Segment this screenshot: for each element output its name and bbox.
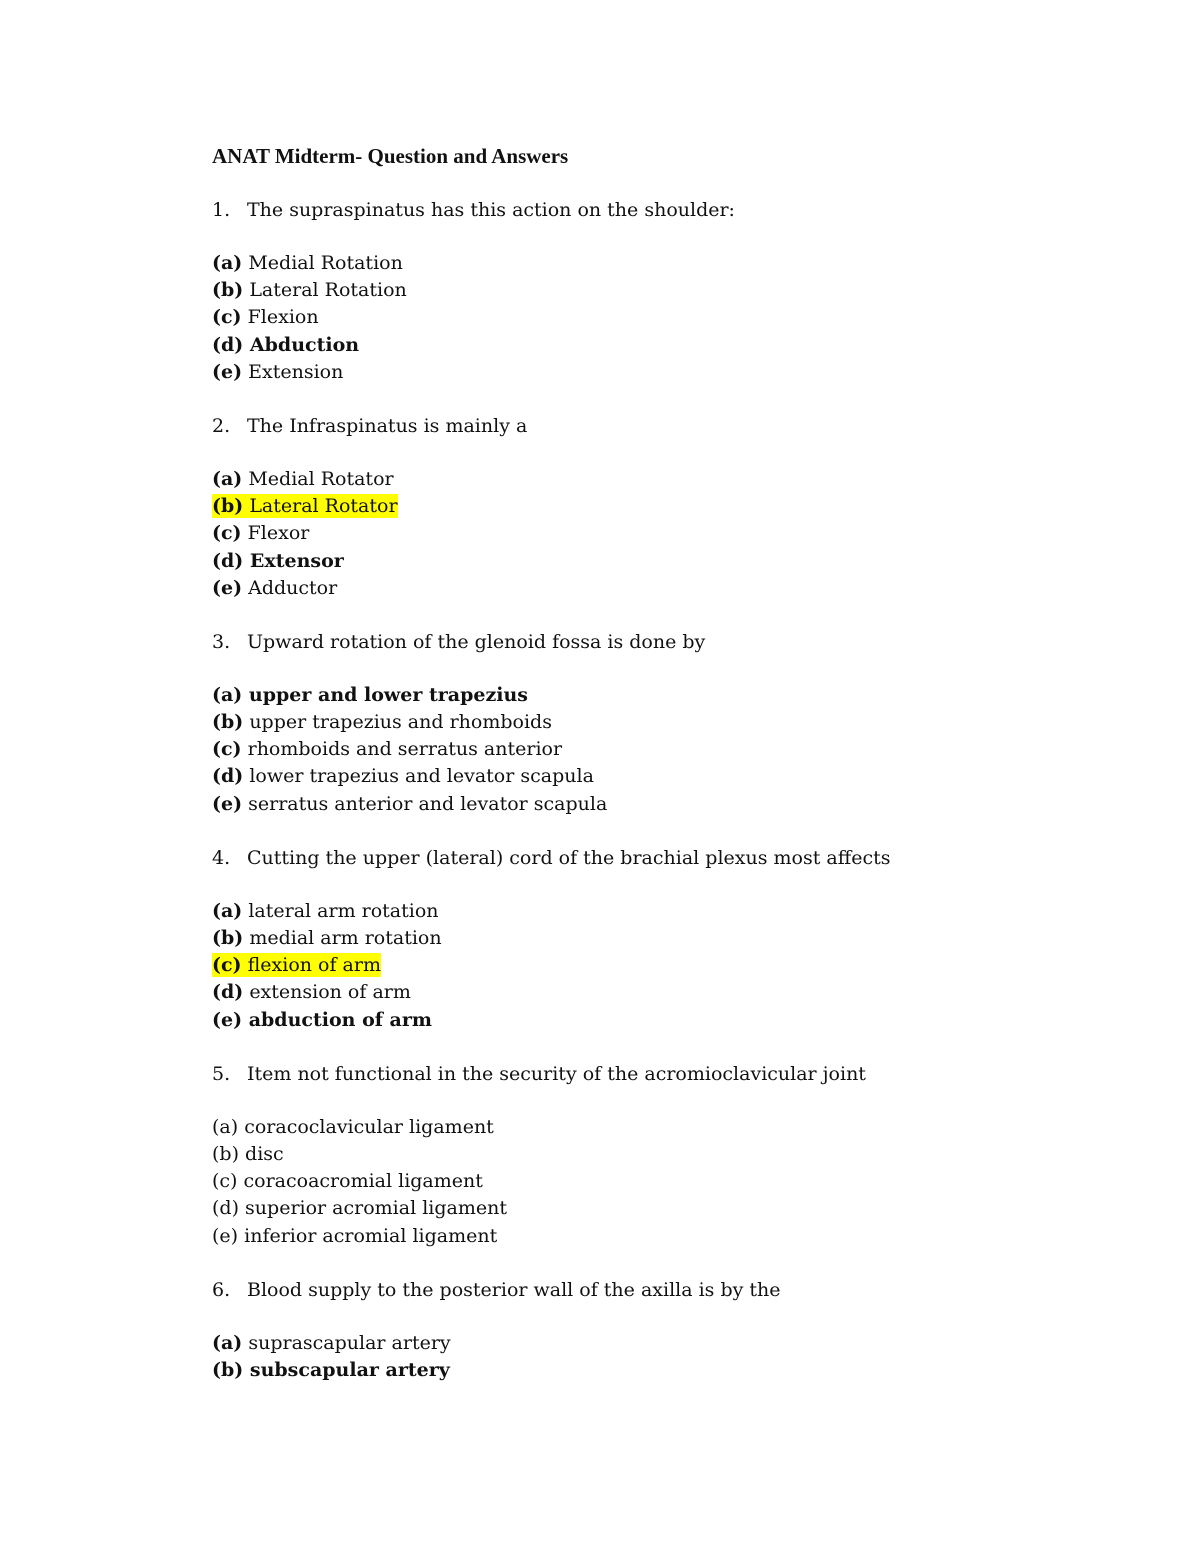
- question-text: The Infraspinatus is mainly a: [247, 414, 528, 437]
- option-letter: (a): [212, 1115, 239, 1138]
- option-e: [212, 575, 1032, 602]
- option-text: serratus anterior and levator scapula: [248, 792, 608, 815]
- option-list: [212, 250, 1032, 386]
- option-text: Medial Rotator: [248, 467, 394, 490]
- option-text: rhomboids and serratus anterior: [247, 738, 563, 761]
- question-4: [212, 844, 1032, 1034]
- option-letter: (b): [212, 1142, 239, 1165]
- document-title: ANAT Midterm- Question and Answers: [212, 144, 569, 168]
- option-c: [212, 736, 1032, 763]
- option-b-answer: [212, 1357, 1032, 1384]
- question-number: 5.: [212, 1062, 231, 1085]
- option-text: superior acromial ligament: [245, 1197, 507, 1220]
- option-letter: (a): [212, 467, 243, 490]
- option-c: [212, 1168, 1032, 1195]
- question-stem: [212, 628, 1032, 656]
- question-text: The supraspinatus has this action on the shoulder:: [247, 199, 735, 221]
- question-2: [212, 412, 1032, 602]
- option-a-answer: [212, 682, 1032, 709]
- option-b: [212, 1141, 1032, 1168]
- option-b-highlighted: [212, 493, 1032, 520]
- option-letter: (d): [212, 765, 244, 788]
- option-text: inferior acromial ligament: [244, 1224, 498, 1247]
- option-c: [212, 520, 1032, 547]
- option-letter: (a): [212, 899, 243, 922]
- option-text: Lateral Rotator: [249, 495, 398, 518]
- question-number: 2.: [212, 414, 231, 437]
- option-d: [212, 1195, 1032, 1222]
- question-3: [212, 628, 1032, 818]
- option-letter: (e): [212, 1008, 243, 1031]
- option-e: [212, 359, 1032, 386]
- option-letter: (c): [212, 522, 242, 545]
- option-letter: (b): [212, 495, 244, 518]
- option-list: [212, 682, 1032, 818]
- option-letter: (a): [212, 683, 243, 706]
- question-text: Item not functional in the security of the acromioclavicular joint: [247, 1062, 866, 1085]
- option-a: [212, 250, 1032, 277]
- option-text: subscapular artery: [249, 1358, 450, 1381]
- option-text: Medial Rotation: [248, 252, 403, 274]
- option-letter: (c): [212, 738, 242, 761]
- option-letter: (e): [212, 576, 243, 599]
- option-d-answer: [212, 332, 1032, 359]
- option-text: Abduction: [249, 333, 360, 356]
- option-b: [212, 925, 1032, 952]
- option-d: [212, 979, 1032, 1006]
- question-stem: [212, 1276, 1032, 1304]
- question-text: Upward rotation of the glenoid fossa is done by: [247, 630, 706, 653]
- option-letter: (d): [212, 549, 244, 572]
- document-content: [212, 142, 1032, 1410]
- option-a: [212, 466, 1032, 493]
- option-text: Extensor: [249, 549, 344, 572]
- option-letter: (c): [212, 1170, 238, 1193]
- option-text: lateral arm rotation: [248, 899, 439, 922]
- option-letter: (e): [212, 1224, 239, 1247]
- option-text: extension of arm: [249, 981, 411, 1004]
- option-letter: (b): [212, 711, 244, 734]
- option-text: Adductor: [248, 576, 338, 599]
- option-e-bold: [212, 1007, 1032, 1034]
- option-text: upper and lower trapezius: [248, 683, 528, 706]
- option-e: [212, 791, 1032, 818]
- option-d-bold: [212, 548, 1032, 575]
- question-6: [212, 1276, 1032, 1384]
- option-letter: (d): [212, 981, 244, 1004]
- option-text: Flexion: [247, 306, 319, 329]
- option-text: lower trapezius and levator scapula: [249, 765, 594, 788]
- question-text: Blood supply to the posterior wall of the axilla is by the: [247, 1278, 781, 1301]
- question-number: 1.: [212, 199, 231, 221]
- option-b: [212, 277, 1032, 304]
- option-c-highlighted: [212, 952, 1032, 979]
- question-stem: [212, 196, 1032, 224]
- option-letter: (e): [212, 792, 243, 815]
- question-stem: [212, 412, 1032, 440]
- option-letter: (b): [212, 279, 244, 302]
- option-list: [212, 1330, 1032, 1384]
- option-letter: (d): [212, 1197, 239, 1220]
- option-text: Flexor: [247, 522, 310, 545]
- option-a: [212, 898, 1032, 925]
- option-text: medial arm rotation: [249, 927, 442, 949]
- option-d: [212, 763, 1032, 790]
- option-text: upper trapezius and rhomboids: [249, 711, 552, 734]
- option-text: Extension: [248, 360, 344, 383]
- option-e: [212, 1223, 1032, 1250]
- option-list: [212, 898, 1032, 1034]
- question-number: 3.: [212, 630, 231, 653]
- option-letter: (e): [212, 360, 243, 383]
- option-a: [212, 1114, 1032, 1141]
- option-letter: (b): [212, 1358, 244, 1381]
- question-5: [212, 1060, 1032, 1250]
- option-text: disc: [245, 1142, 284, 1165]
- option-b: [212, 709, 1032, 736]
- option-letter: (b): [212, 927, 244, 949]
- option-text: abduction of arm: [248, 1008, 432, 1031]
- question-text: Cutting the upper (lateral) cord of the brachial plexus most affects: [247, 846, 891, 869]
- option-a: [212, 1330, 1032, 1357]
- question-stem: [212, 844, 1032, 872]
- question-1: [212, 196, 1032, 386]
- option-c: [212, 304, 1032, 331]
- option-letter: (a): [212, 252, 243, 274]
- question-number: 6.: [212, 1278, 231, 1301]
- question-stem: [212, 1060, 1032, 1088]
- option-letter: (d): [212, 333, 244, 356]
- option-letter: (c): [212, 954, 242, 977]
- option-list: [212, 1114, 1032, 1250]
- option-list: [212, 466, 1032, 602]
- option-text: suprascapular artery: [248, 1331, 451, 1354]
- option-text: Lateral Rotation: [249, 279, 407, 302]
- question-number: 4.: [212, 846, 231, 869]
- option-text: flexion of arm: [247, 954, 381, 977]
- option-letter: (c): [212, 306, 242, 329]
- option-text: coracoacromial ligament: [243, 1170, 483, 1193]
- option-letter: (a): [212, 1331, 243, 1354]
- option-text: coracoclavicular ligament: [244, 1115, 494, 1138]
